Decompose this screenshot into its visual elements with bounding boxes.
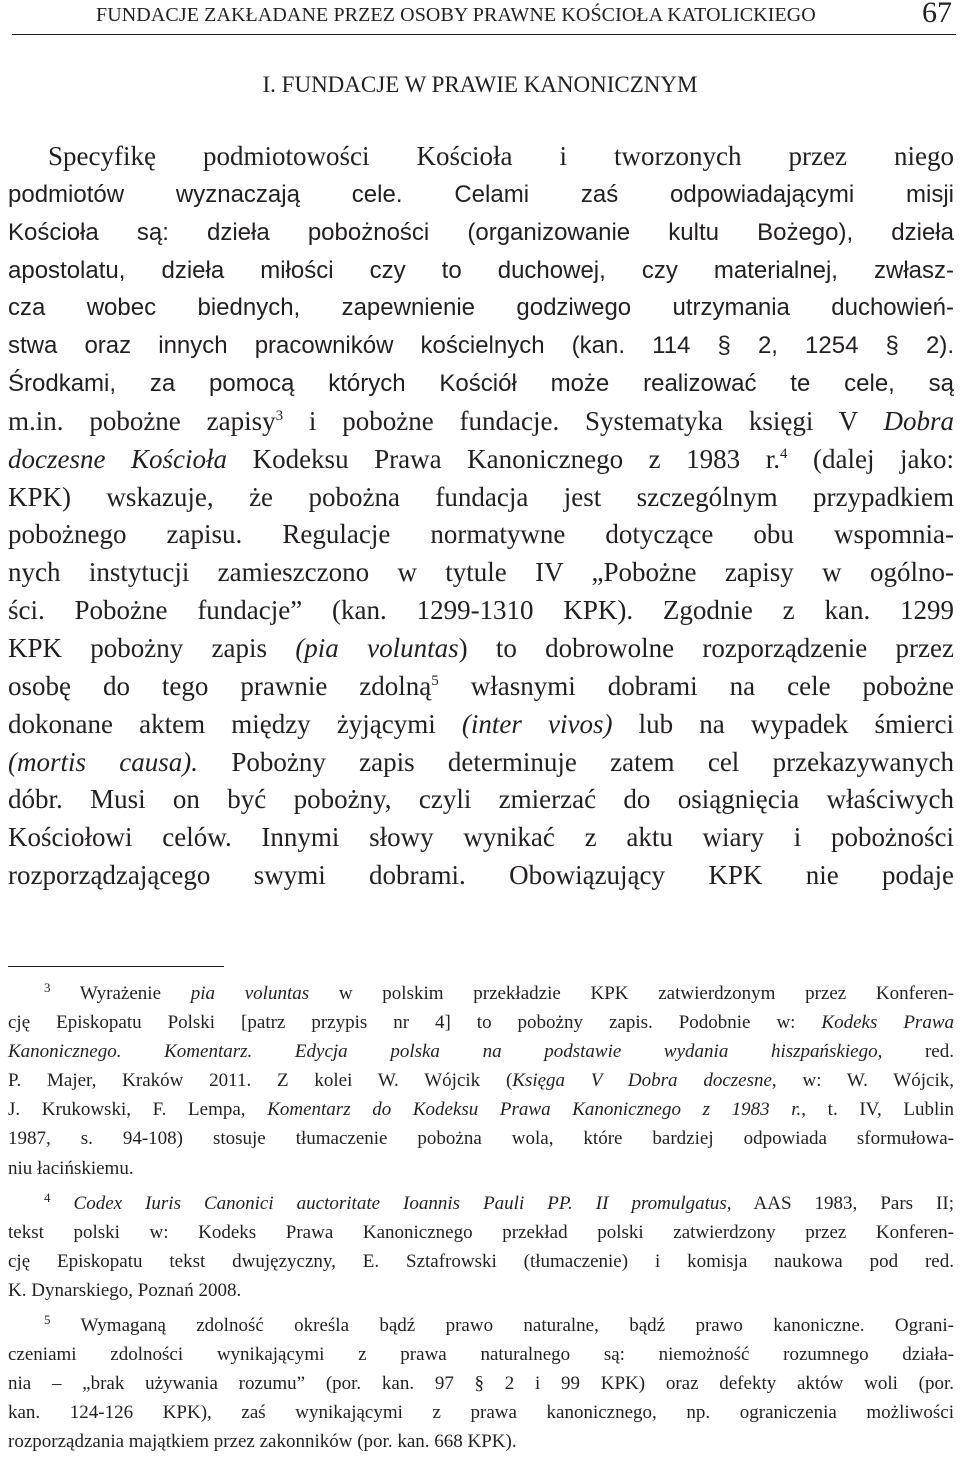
footnote-3-line: niu łacińskiemu. xyxy=(8,1157,134,1179)
footnote-text: , t. IV, Lublin xyxy=(801,1099,954,1121)
footnote-ref-4[interactable]: 4 xyxy=(779,445,788,462)
body-text-italic: (pia voluntas xyxy=(295,632,459,663)
body-text-italic: Dobra xyxy=(883,405,954,436)
body-line xyxy=(8,706,954,744)
footnote-4-number: 4 xyxy=(44,1189,51,1205)
footnote-text-italic: Kodeks Prawa xyxy=(821,1012,954,1034)
body-text-fragment: ) to dobrowolne rozporządzenie przez xyxy=(458,632,954,663)
footnote-text-italic: Księga V Dobra doczesne xyxy=(512,1070,772,1092)
footnote-text-italic: Codex Iuris Canonici auctoritate Ioannis Pauli PP. II promulgatus, xyxy=(73,1192,732,1214)
footnote-text: w polskim przekładzie KPK zatwierdzonym przez Konferen- xyxy=(309,983,954,1004)
body-line: Specyfikę podmiotowości Kościoła i tworzonych przez niego xyxy=(48,141,954,171)
body-line xyxy=(8,630,954,668)
body-text-fragment: m.in. pobożne zapisy xyxy=(8,405,276,436)
body-text-fragment: lub na wypadek śmierci xyxy=(612,708,954,739)
footnote-3-line xyxy=(8,1008,954,1037)
footnote-5-line: kan. 124-126 KPK), zaś wynikającymi z prawa kanonicznego, np. ograniczenia możliwości xyxy=(8,1402,954,1424)
footnote-3-line xyxy=(8,1066,954,1095)
body-text-fragment: dokonane aktem między żyjącymi xyxy=(8,708,462,739)
footnote-text-italic: Kanonicznego. Komentarz. Edycja polska na podstawie wydania hiszpańskiego xyxy=(8,1041,878,1063)
footnote-4-line: K. Dynarskiego, Poznań 2008. xyxy=(8,1279,242,1301)
body-line: stwa oraz innych pracowników kościelnych (kan. 114 § 2, 1254 § 2). xyxy=(8,332,954,360)
footnote-5-line: czeniami zdolności wynikającymi z prawa naturalnego są: niemożność rozumnego działa- xyxy=(8,1344,954,1366)
footnote-4-line: tekst polski w: Kodeks Prawa Kanonicznego przekład polski zatwierdzony przez Konferen- xyxy=(8,1221,954,1243)
footnote-text-italic: Komentarz do Kodeksu Prawa Kanonicznego z 1983 r. xyxy=(267,1099,802,1121)
footnote-3-number: 3 xyxy=(44,980,51,995)
page-number: 67 xyxy=(922,0,952,29)
body-line: cza wobec biednych, zapewnienie godziwego utrzymania duchowień- xyxy=(8,294,954,322)
body-text-fragment: (dalej jako: xyxy=(787,443,954,474)
body-line: rozporządzającego swymi dobrami. Obowiązujący KPK nie podaje xyxy=(8,860,954,891)
footnote-text: , w: W. Wójcik, xyxy=(771,1070,954,1092)
body-line xyxy=(8,403,954,441)
footnotes xyxy=(8,979,954,1457)
body-text-italic: (inter vivos) xyxy=(461,708,613,739)
body-line: dóbr. Musi on być pobożny, czyli zmierzać do osiągnięcia właściwych xyxy=(8,784,954,815)
footnote-text: , red. xyxy=(877,1041,954,1063)
footnote-text: Wyrażenie xyxy=(50,983,191,1004)
body-line: Kościołowi celów. Innymi słowy wynikać z aktu wiary i pobożności xyxy=(8,822,954,853)
body-line xyxy=(8,668,954,706)
footnote-5-line xyxy=(8,1311,954,1340)
body-text-fragment: Pobożny zapis determinuje zatem cel przekazywanych xyxy=(198,746,954,777)
footnote-4-line: cję Episkopatu tekst dwujęzyczny, E. Sztafrowski (tłumaczenie) i komisja naukowa pod red. xyxy=(8,1250,954,1272)
body-text-italic: doczesne Kościoła xyxy=(8,443,228,474)
footnote-text-italic: pia voluntas xyxy=(190,983,310,1004)
body-line: podmiotów wyznaczają cele. Celami zaś odpowiadającymi misji xyxy=(8,180,954,208)
body-line: Środkami, za pomocą których Kościół może realizować te cele, są xyxy=(8,370,954,398)
footnote-5-number: 5 xyxy=(44,1312,51,1328)
body-line: Kościoła są: dzieła pobożności (organizowanie kultu Bożego), dzieła xyxy=(8,218,954,246)
footnote-4-line xyxy=(8,1189,954,1218)
body-line: ści. Pobożne fundacje” (kan. 1299-1310 KPK). Zgodnie z kan. 1299 xyxy=(8,595,954,626)
body-text-fragment: KPK pobożny zapis xyxy=(8,632,296,663)
section-title: I. FUNDACJE W PRAWIE KANONICZNYM xyxy=(262,72,698,97)
body-line: nych instytucji zamieszczono w tytule IV „Pobożne zapisy w ogólno- xyxy=(8,557,954,588)
footnote-3-line: 1987, s. 94-108) stosuje tłumaczenie pobożna wola, które bardziej odpowiada sformułowa- xyxy=(8,1128,954,1150)
footnote-5-line: rozporządzania majątkiem przez zakonników (por. kan. 668 KPK). xyxy=(8,1431,517,1453)
footnote-separator xyxy=(8,966,224,967)
body-text-fragment: i pobożne fundacje. Systematyka księgi V xyxy=(283,405,884,436)
footnote-text: AAS 1983, Pars II; xyxy=(731,1192,954,1214)
body-line: KPK) wskazuje, że pobożna fundacja jest szczególnym przypadkiem xyxy=(8,481,954,512)
body-text-fragment: osobę do tego prawnie zdolną xyxy=(8,670,432,701)
footnote-3-line xyxy=(8,1037,954,1066)
footnote-5-line: nia – „brak używania rozumu” (por. kan. 97 § 2 i 99 KPK) oraz defekty aktów woli (por. xyxy=(8,1373,954,1395)
body-line xyxy=(8,441,954,479)
footnote-text: Wymaganą zdolność określa bądź prawo naturalne, bądź prawo kanoniczne. Ograni- xyxy=(50,1315,954,1337)
body-line xyxy=(8,744,954,782)
footnote-3-line xyxy=(8,1095,954,1124)
body-text-fragment: własnymi dobrami na cele pobożne xyxy=(438,670,954,701)
body-line: pobożnego zapisu. Regulacje normatywne dotyczące obu wspomnia- xyxy=(8,519,954,550)
footnote-ref-5[interactable]: 5 xyxy=(431,672,439,689)
footnote-3-line xyxy=(8,979,954,1008)
body-text-italic: (mortis causa). xyxy=(8,746,199,777)
body-line: apostolatu, dzieła miłości czy to duchowej, czy materialnej, zwłasz- xyxy=(8,256,954,284)
footnote-text: cję Episkopatu Polski [patrz przypis nr 4] to pobożny zapis. Podobnie w: xyxy=(8,1012,822,1034)
footnote-text: P. Majer, Kraków 2011. Z kolei W. Wójcik ( xyxy=(8,1070,513,1092)
body-paragraph xyxy=(8,138,954,895)
footnote-ref-3[interactable]: 3 xyxy=(275,407,284,424)
page-header xyxy=(12,0,956,35)
footnote-text: J. Krukowski, F. Lempa, xyxy=(8,1099,268,1121)
running-head: FUNDACJE ZAKŁADANE PRZEZ OSOBY PRAWNE KOŚCIOŁA KATOLICKIEGO xyxy=(96,4,816,26)
body-text-fragment: Kodeksu Prawa Kanonicznego z 1983 r. xyxy=(227,443,780,474)
